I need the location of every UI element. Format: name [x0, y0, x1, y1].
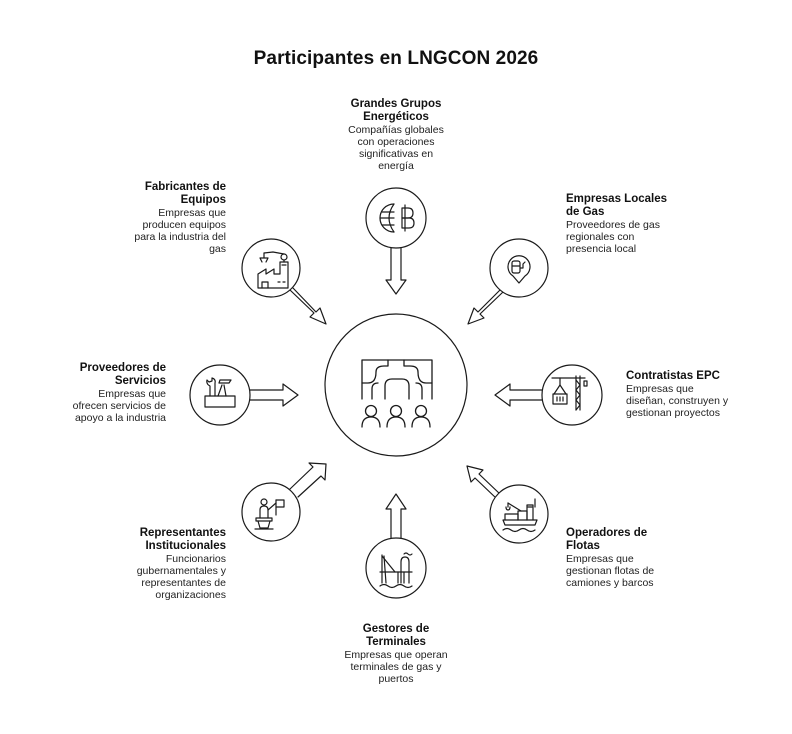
- center-hub: [325, 314, 467, 456]
- diagram-title: Participantes en LNGCON 2026: [253, 48, 539, 69]
- label-operadores-flotas: [566, 527, 686, 589]
- label-description: Compañías globales con operaciones significativas en energía: [348, 124, 444, 172]
- label-title: Grandes Grupos Energéticos: [350, 98, 442, 123]
- label-description: Empresas que gestionan flotas de camiones y barcos: [566, 553, 655, 589]
- node-gestores-terminales: [366, 494, 426, 598]
- label-grandes-grupos: [326, 98, 466, 172]
- label-title: Fabricantes de Equipos: [144, 181, 226, 206]
- node-proveedores-servicios: [190, 365, 298, 425]
- label-title: Contratistas EPC: [626, 370, 720, 382]
- label-title: Operadores de Flotas: [566, 527, 648, 552]
- label-proveedores-servicios: [46, 362, 166, 424]
- node-fabricantes-equipos: [242, 239, 326, 324]
- label-fabricantes-equipos: [106, 181, 226, 255]
- label-description: Empresas que operan terminales de gas y puertos: [344, 649, 448, 685]
- label-contratistas-epc: [626, 370, 756, 419]
- label-gestores-terminales: [326, 623, 466, 685]
- label-description: Proveedores de gas regionales con presencia local: [566, 219, 660, 255]
- label-title: Representantes Institucionales: [139, 527, 226, 552]
- label-title: Proveedores de Servicios: [79, 362, 166, 387]
- node-grandes-grupos: [366, 188, 426, 294]
- label-title: Empresas Locales de Gas: [566, 193, 668, 218]
- node-representantes: [242, 463, 326, 541]
- label-description: Empresas que ofrecen servicios de apoyo a la industria: [72, 388, 166, 424]
- node-empresas-locales: [468, 239, 548, 324]
- label-description: Funcionarios gubernamentales y representantes de organizaciones: [136, 553, 226, 601]
- label-description: Empresas que diseñan, construyen y gestionan proyectos: [626, 383, 729, 419]
- label-description: Empresas que producen equipos para la industria del gas: [134, 207, 226, 255]
- label-representantes: [106, 527, 226, 601]
- label-title: Gestores de Terminales: [362, 623, 430, 648]
- node-contratistas-epc: [495, 365, 602, 425]
- node-operadores-flotas: [467, 466, 548, 543]
- label-empresas-locales: [566, 193, 686, 255]
